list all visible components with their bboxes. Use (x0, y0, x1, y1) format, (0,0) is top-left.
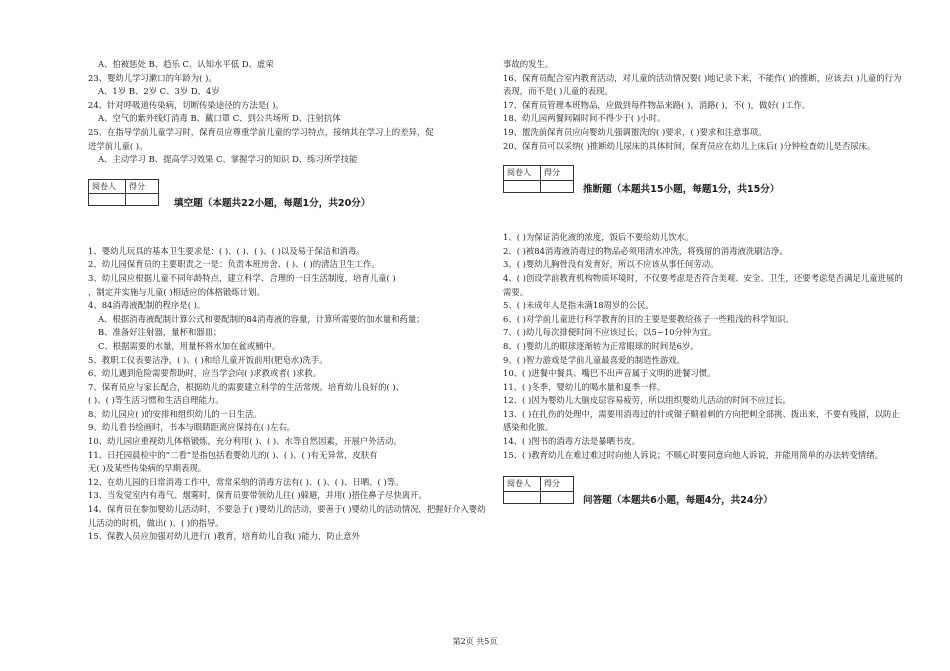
qa-section-header (503, 476, 908, 532)
fill-line: 2、幼儿园保育员的主要职责之一是：负责本班房舍、( )、( )的清洁卫生工作。 (88, 259, 380, 270)
fill-line: 17、保育员管理本班物品，应做到每件物品来路( )，消路( )，不( )，做好( )工作。 (503, 99, 811, 110)
fill-line: 20、保育员可以采纳( )推断幼儿尿床的具体时间，保育员应在幼儿上床后( )分钟检查幼儿是否尿床。 (503, 140, 876, 151)
fill-line: 5、教职工仪表要洁净，( )、( )和给儿童开饭前用(肥皂水)洗手。 (88, 354, 328, 365)
mc-option-line: A、1岁 B、2岁 C、3岁 D、4岁 (98, 86, 220, 97)
score-table (503, 165, 574, 193)
grader-cell (504, 491, 541, 503)
grader-cell (89, 194, 126, 206)
tf-line: 9、( )智力游戏是学前儿童最喜爱的制造性游戏。 (503, 354, 686, 365)
question-24: 24、针对呼吸道传染病，切断传染途径的方法是( )。 (88, 99, 284, 110)
tf-line: 5、( )未成年人是指未满18周岁的公民。 (503, 300, 654, 311)
fill-line: A、根据消毒液配制计算公式和要配制的84消毒液的容量，计算所需要的加水量和药量； (98, 313, 425, 324)
fill-line: 15、保教人员应加强对幼儿进行( )教育，培育幼儿自我( )能力，防止意外 (88, 531, 360, 542)
fill-line: C、根据需要的水量，用量杯将水加在盆或桶中。 (98, 340, 281, 351)
question-25: 25、在指导学前儿童学习时，保育员应尊重学前儿童的学习特点，接纳其在学习上的差异，促 (88, 126, 434, 137)
tf-line: 4、( )创设学前教育机构物质环境时，不仅要考虑是否符合美观、安全、卫生，还要考虑是否满足儿童进展的需要。 (503, 272, 903, 297)
question-25-cont: 进学前儿童( )。 (88, 140, 148, 151)
page-number: 第2页 共5页 (452, 637, 498, 646)
fill-line: 事故的发生。 (503, 59, 554, 69)
grader-cell (504, 180, 541, 192)
mc-option-line: A、怕被惩处 B、趋乐 C、认知水平低 D、虚荣 (98, 59, 274, 69)
fill-line: 4、84消毒液配制的程序是( )。 (88, 300, 206, 311)
fill-line: 16、保育员配合室内教育活动，对儿童的活动情况要( )地记录下来，不能作( )的推断，应该去( )儿童的行为表现，而不是( )儿童的表现。 (503, 72, 902, 97)
section-title-fill: 填空题（本题共22小题，每题1分，共20分） (174, 197, 371, 209)
score-cell (541, 180, 574, 192)
fill-section-header (88, 179, 491, 235)
fill-line: 9、幼儿看书绘画时，书本与眼睛距离应保持在( )左右。 (88, 422, 296, 433)
tf-line: 10、( )进餐中餐具、嘴巴不出声音属于文明的进餐习惯。 (503, 368, 716, 379)
tf-line: 3、( )婴幼儿胸骨没有发育好，所以不应该从事任何劳动。 (503, 259, 719, 270)
tf-line: 12、( )因为婴幼儿大脑皮层容易疲劳，所以组织婴幼儿活动的时间不应过长。 (503, 395, 791, 406)
grader-label: 阅卷人 (504, 477, 541, 492)
tf-line: 2、( )被84消毒液消毒过的物品必须用清水冲洗，将残留的消毒液洗刷洁净。 (503, 245, 788, 256)
fill-line: ，制定并实施与儿童( )相适应的体格锻炼计划。 (88, 286, 265, 297)
tf-line: 13、( )在扎伤的处理中，需要用消毒过的针或镊子顺着刺的方向把刺全部挑、拨出来，不要有残留，以防止感染和化脓。 (503, 408, 900, 433)
fill-line: 7、保育员应与家长配合，根据幼儿的需要建立科学的生活常规。培育幼儿良好的( )、 (88, 381, 405, 392)
right-column (503, 58, 908, 532)
tf-line: 6、( )对学前儿童进行科学教育的目的主要是要教给孩子一些粗浅的科学知识。 (503, 313, 794, 324)
tf-section-header (503, 165, 908, 221)
grader-label: 阅卷人 (504, 166, 541, 181)
fill-line: 10、幼儿园应重视幼儿体格锻炼，充分利用( )、( )、水等自然因素，开展户外活动。 (88, 436, 402, 447)
tf-line: 15、( )教育幼儿在难过难过时向他人诉说；不顺心时要同意向他人诉说，并能用简单的办法转变情绪。 (503, 449, 883, 460)
fill-line: 18、幼儿园两餐间隔时间不得少于( )小时。 (503, 113, 666, 124)
tf-line: 14、( )图书的消毒方法是暴晒书皮。 (503, 436, 641, 447)
tf-line: 8、( )婴幼儿的眼球逐渐转为正常眼球的时间是6岁。 (503, 340, 699, 351)
fill-line: 3、幼儿园应根据儿童不同年龄特点，建立科学、合理的一日生活制度，培育儿童( ) (88, 272, 396, 283)
fill-line: 14、保育员在参加婴幼儿活动时，不要急于( )婴幼儿的活动，要善于( )婴幼儿的活动情况，把握好介入婴幼儿活动的时机，做出( )、( )的指导。 (88, 504, 486, 528)
fill-line: 1、婴幼儿玩具的基本卫生要求是：( )、( )、( )、( )以及易于保洁和消毒。 (88, 245, 365, 256)
fill-line: 12、在幼儿园的日常消毒工作中，常常采纳的消毒方法有( )、( )、( )、日晒、( )等。 (88, 476, 404, 487)
tf-line: 1、( )为保证消化液的浓度，饭后不要给幼儿饮水。 (503, 232, 694, 243)
score-cell (541, 491, 574, 503)
question-23: 23、婴幼儿学习漱口的年龄为( )。 (88, 72, 217, 83)
fill-line: 8、幼儿园应( )的安排和组织幼儿的一日生活。 (88, 408, 262, 419)
fill-line: 无( )及某些传染病的早期表现。 (88, 463, 207, 474)
score-label: 得分 (126, 179, 159, 194)
fill-line: ( )、( )等生活习惯和生活自理能力。 (88, 395, 224, 406)
section-title-tf: 推断题（本题共15小题，每题1分，共15分） (583, 184, 780, 196)
score-table (503, 476, 574, 504)
score-cell (126, 194, 159, 206)
score-label: 得分 (541, 166, 574, 181)
fill-line: 19、盥洗前保育员应向婴幼儿强调盥洗的( )要求，( )要求和注意事项。 (503, 126, 767, 137)
fill-line: 6、幼儿遇到危险需要帮助时，应当学会向( )求救或者( )求救。 (88, 368, 322, 379)
grader-label: 阅卷人 (89, 179, 126, 194)
score-table (88, 179, 159, 207)
left-column (88, 58, 491, 544)
tf-line: 11、( )冬季，婴幼儿的喝水量和夏季一样。 (503, 381, 666, 392)
section-title-qa: 问答题（本题共6小题，每题4分，共24分） (583, 495, 773, 507)
score-label: 得分 (541, 477, 574, 492)
fill-line: 13、当发觉室内有毒气、烟雾时，保育员要带领幼儿往( )躲避，并用( )捂住鼻子尽快离开。 (88, 490, 427, 501)
mc-option-line: A、主动学习 B、提高学习效果 C、掌握学习的知识 D、练习所学技能 (98, 154, 358, 165)
fill-line: 11、日托园晨检中的“二看”是指包括看婴幼儿的( )、( )、( )有无异常，皮肤有 (88, 449, 378, 460)
tf-line: 7、( )幼儿每次排便时间不应该过长，以5~10分钟为宜。 (503, 327, 717, 338)
fill-line: B、准备好注射器，量杯和器皿； (98, 327, 222, 338)
mc-option-line: A、空气的紫外线灯消毒 B、戴口罩 C、到公共场所 D、注射抗体 (98, 113, 341, 124)
